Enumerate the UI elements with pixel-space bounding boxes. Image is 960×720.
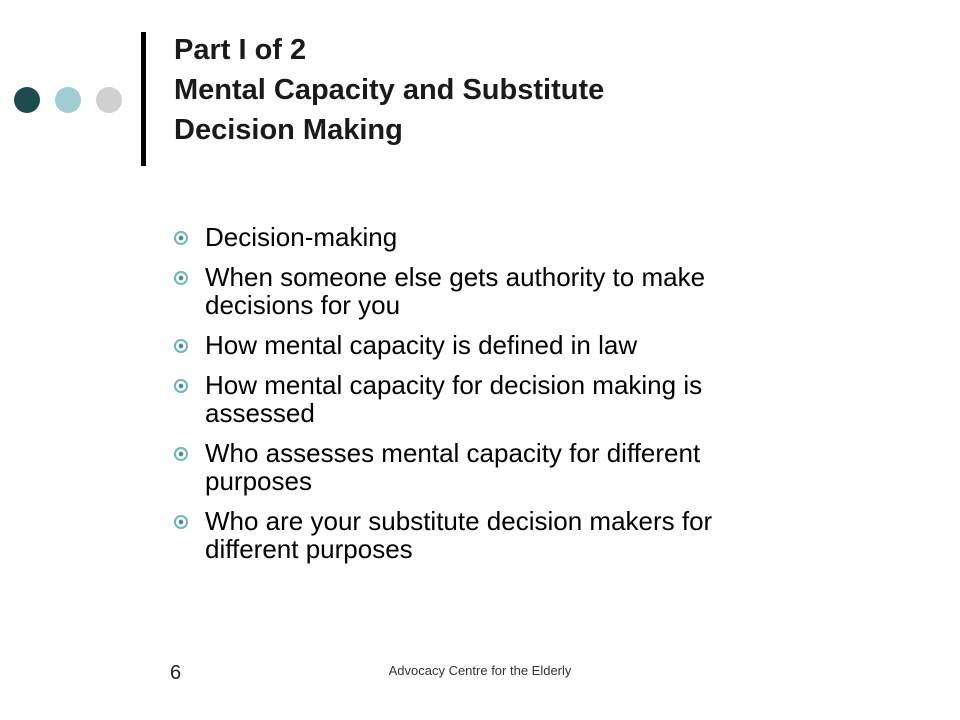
bullet-line-1: How mental capacity for decision making is xyxy=(205,370,703,400)
title-line-3: Decision Making xyxy=(174,114,403,146)
ring-bullet-icon xyxy=(174,339,188,353)
bullet-line-1: Who are your substitute decision makers for xyxy=(205,506,713,536)
bullet-line-1: Decision-making xyxy=(205,222,398,252)
page-number: 6 xyxy=(170,662,182,684)
bullet-item xyxy=(0,263,905,319)
decorative-dots xyxy=(14,87,126,113)
bullet-item xyxy=(0,331,905,359)
dark-teal-dot-icon xyxy=(14,87,40,113)
bullet-item xyxy=(0,439,905,495)
bullet-line-2: purposes xyxy=(205,466,312,496)
bullet-item xyxy=(0,507,905,563)
bullet-line-1: When someone else gets authority to make xyxy=(205,262,706,292)
bullet-line-2: assessed xyxy=(205,398,315,428)
title-divider xyxy=(141,32,146,166)
gray-dot-icon xyxy=(96,87,122,113)
bullet-item xyxy=(0,371,905,427)
bullet-line-1: How mental capacity is defined in law xyxy=(205,330,638,360)
ring-bullet-icon xyxy=(174,231,188,245)
ring-bullet-icon xyxy=(174,447,188,461)
light-teal-dot-icon xyxy=(55,87,81,113)
ring-bullet-icon xyxy=(174,379,188,393)
bullet-line-1: Who assesses mental capacity for different xyxy=(205,438,701,468)
ring-bullet-icon xyxy=(174,271,188,285)
bullet-line-2: decisions for you xyxy=(205,290,401,320)
footer-organization: Advocacy Centre for the Elderly xyxy=(388,663,572,678)
title-line-2: Mental Capacity and Substitute xyxy=(174,74,605,106)
bullet-list xyxy=(0,223,960,575)
bullet-line-2: different purposes xyxy=(205,534,413,564)
title-line-1: Part I of 2 xyxy=(174,34,307,66)
bullet-item xyxy=(0,223,905,251)
ring-bullet-icon xyxy=(174,515,188,529)
slide-title xyxy=(174,30,914,150)
